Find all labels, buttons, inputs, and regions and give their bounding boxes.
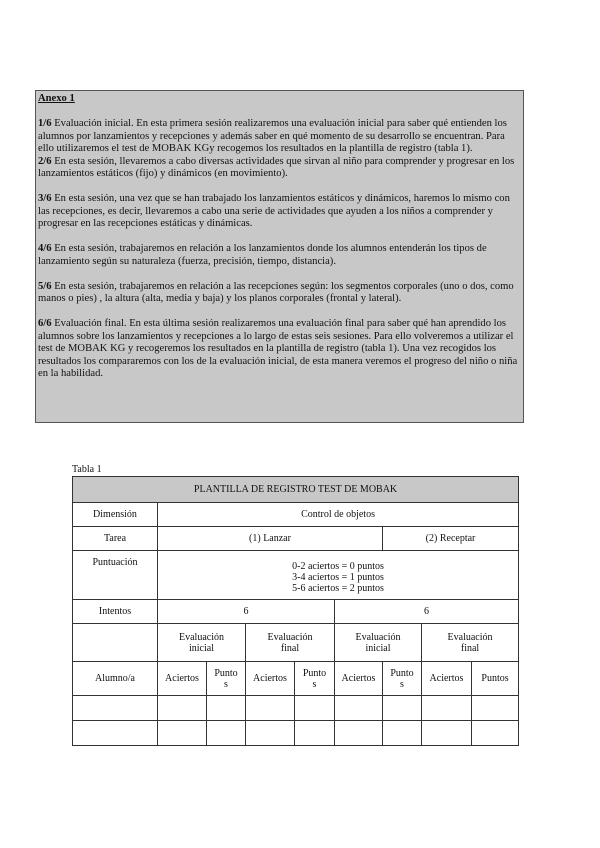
dimension-label: Dimensión [73, 503, 158, 527]
table-row [73, 624, 519, 662]
score-rules [158, 551, 519, 600]
points-text: Punto [214, 667, 238, 679]
table-row [73, 696, 519, 721]
empty-cell [73, 624, 158, 662]
session-text: Evaluación final. En esta última sesión realizaremos una evaluación final para saber qué han aprendido los alumnos sobre los lanzamientos y recepciones a lo largo de estas seis sesiones. Para ello volveremos a utilizar el test de MOBAK KG y recogeremos los resultados en la plantilla de registro (tabla 1). Una vez recogidos los resultados los compararemos con los de la evaluación inicial, de esta manera veremos el progreso del niño o niña en la habilidad. [38, 318, 518, 379]
session-number: 3/6 [38, 193, 52, 204]
empty-cell [335, 696, 383, 721]
empty-cell [158, 696, 207, 721]
score-rule: 3-4 aciertos = 1 puntos [292, 571, 384, 583]
eval-initial-receive [335, 624, 422, 662]
eval-initial-throw [158, 624, 246, 662]
session-text: En esta sesión, trabajaremos en relación a las recepciones según: los segmentos corporales (uno o dos, como manos o pies) , la altura (alta, media y baja) y los planos corporales (frontal y lateral). [38, 280, 514, 304]
empty-cell [295, 696, 335, 721]
student-label: Alumno/a [73, 662, 158, 696]
empty-cell [73, 696, 158, 721]
points-text: s [312, 678, 317, 690]
session-text: Evaluación inicial. En esta primera sesión realizaremos una evaluación inicial para saber qué entienden los alumnos por lanzamientos y recepciones y además saber en qué momento de su desarrollo se encuentran. Para ello utilizaremos el test de MOBAK KGy recogemos los resultados en la plantilla de registro (tabla 1). [38, 118, 507, 154]
empty-cell [422, 721, 472, 746]
eval-text: Evaluación [179, 631, 224, 643]
empty-cell [207, 696, 246, 721]
session-number: 2/6 [38, 155, 52, 167]
task-receive: (2) Receptar [383, 527, 519, 551]
empty-cell [422, 696, 472, 721]
session-number: 5/6 [38, 280, 52, 292]
empty-cell [295, 721, 335, 746]
table-header-row [73, 477, 519, 503]
annex-title: Anexo 1 [38, 93, 75, 104]
points-header [383, 662, 422, 696]
eval-final-throw [246, 624, 335, 662]
empty-cell [73, 721, 158, 746]
eval-text: final [460, 642, 480, 654]
session-text: En esta sesión, llevaremos a cabo diversas actividades que sirvan al niño para comprender y progresar en los lanzamientos estáticos (fijo) y dinámicos (en movimiento). [38, 155, 515, 179]
attempts-receive: 6 [335, 600, 519, 624]
session-5 [38, 281, 521, 306]
empty-cell [158, 721, 207, 746]
points-text: Punto [302, 667, 327, 679]
session-6 [38, 318, 521, 381]
eval-text: Evaluación [447, 631, 493, 643]
score-label: Puntuación [73, 551, 158, 600]
hits-header: Aciertos [422, 662, 472, 696]
empty-cell [335, 721, 383, 746]
points-header [295, 662, 335, 696]
empty-cell [246, 696, 295, 721]
points-text: s [224, 678, 228, 690]
session-3 [38, 193, 521, 231]
empty-cell [207, 721, 246, 746]
table-row [73, 503, 519, 527]
points-text: Punto [390, 667, 414, 679]
session-text: En esta sesión, una vez que se han trabajado los lanzamientos estáticos y dinámicos, haremos lo mismo con las recepciones, es decir, llevaremos a cabo una serie de actividades que ayuden a los niños a comprender y progresar en las recepciones estáticas y dinámicas. [38, 193, 510, 229]
hits-header: Aciertos [246, 662, 295, 696]
task-throw: (1) Lanzar [158, 527, 383, 551]
table-row [73, 600, 519, 624]
points-text: s [400, 678, 404, 690]
eval-text: inicial [189, 642, 214, 654]
score-rule: 0-2 aciertos = 0 puntos [292, 560, 384, 572]
session-number: 6/6 [38, 318, 52, 329]
eval-text: Evaluación [355, 631, 401, 643]
session-number: 4/6 [38, 243, 52, 254]
session-2 [38, 156, 521, 181]
score-rule: 5-6 aciertos = 2 puntos [292, 582, 384, 594]
eval-text: inicial [365, 642, 391, 654]
eval-final-receive [422, 624, 519, 662]
table-row [73, 721, 519, 746]
points-header [207, 662, 246, 696]
session-4 [38, 243, 521, 268]
table-row [73, 527, 519, 551]
hits-header: Aciertos [158, 662, 207, 696]
table-row [73, 551, 519, 600]
table-row [73, 662, 519, 696]
empty-cell [383, 721, 422, 746]
attempts-label: Intentos [73, 600, 158, 624]
session-number: 1/6 [38, 118, 52, 129]
empty-cell [246, 721, 295, 746]
eval-text: final [280, 642, 300, 654]
hits-header: Aciertos [335, 662, 383, 696]
session-1 [38, 118, 521, 156]
mobak-register-table [72, 476, 519, 746]
table-caption: Tabla 1 [72, 464, 102, 475]
task-label: Tarea [73, 527, 158, 551]
points-header: Puntos [472, 662, 519, 696]
eval-text: Evaluación [267, 631, 313, 643]
empty-cell [383, 696, 422, 721]
dimension-value: Control de objetos [158, 503, 519, 527]
table-title: PLANTILLA DE REGISTRO TEST DE MOBAK [73, 477, 519, 503]
attempts-throw: 6 [158, 600, 335, 624]
session-text: En esta sesión, trabajaremos en relación a los lanzamientos donde los alumnos entenderán los tipos de lanzamiento según su naturaleza (fuerza, precisión, tiempo, distancia). [38, 243, 487, 267]
empty-cell [472, 721, 519, 746]
annex-box [35, 90, 524, 423]
empty-cell [472, 696, 519, 721]
